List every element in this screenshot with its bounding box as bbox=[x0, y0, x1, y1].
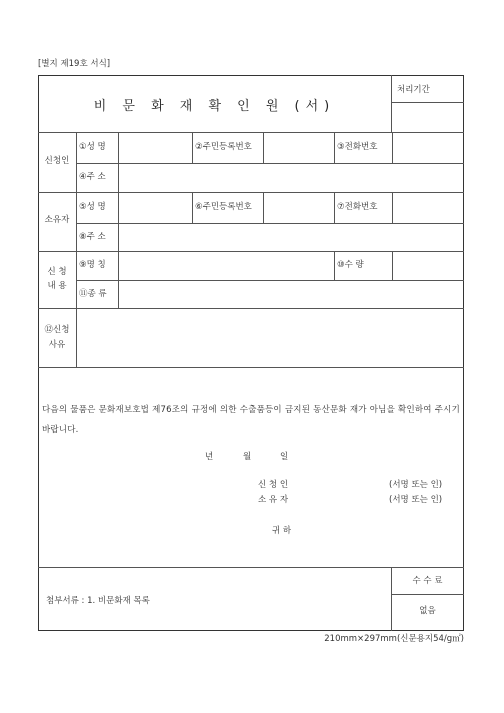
column-line bbox=[392, 192, 393, 223]
column-line bbox=[263, 132, 264, 163]
applicant-name-label: ①성 명 bbox=[79, 142, 106, 152]
form-frame bbox=[38, 75, 464, 631]
fee-value: 없음 bbox=[419, 606, 436, 616]
recipient-label: 귀 하 bbox=[272, 526, 292, 536]
page-title: 비 문 화 재 확 인 원 (서) bbox=[93, 99, 336, 114]
reason-label-line1: ⑫신청 bbox=[44, 325, 70, 335]
column-line bbox=[392, 251, 393, 280]
owner-resident-no-label: ⑥주민등록번호 bbox=[195, 202, 252, 212]
row-line bbox=[38, 308, 464, 309]
owner-address-label: ⑧주 소 bbox=[79, 232, 106, 242]
item-name-label: ⑨명 칭 bbox=[79, 260, 106, 270]
label-column-line bbox=[118, 132, 119, 308]
row-line bbox=[76, 280, 464, 281]
row-line bbox=[38, 192, 464, 193]
date-year-label: 년 bbox=[205, 452, 214, 462]
reason-label-line2: 사유 bbox=[48, 340, 66, 350]
period-divider bbox=[391, 102, 464, 103]
column-line bbox=[334, 132, 335, 163]
quantity-label: ⑩수 량 bbox=[337, 260, 364, 270]
applicant-section-label: 신청인 bbox=[44, 156, 70, 166]
signer-applicant-label: 신 청 인 bbox=[258, 480, 289, 490]
signer-owner-label: 소 유 자 bbox=[258, 495, 289, 505]
row-line bbox=[38, 132, 464, 133]
owner-name-label: ⑤성 명 bbox=[79, 202, 106, 212]
signer-applicant-sign[interactable]: (서명 또는 인) bbox=[389, 480, 443, 490]
column-line bbox=[334, 251, 335, 280]
attachments-label: 첨부서류 : 1. 비문화재 목록 bbox=[46, 596, 150, 606]
processing-period-label: 처리기간 bbox=[397, 85, 430, 95]
date-month-label: 월 bbox=[243, 452, 252, 462]
row-line bbox=[38, 367, 464, 368]
date-day-label: 일 bbox=[280, 452, 289, 462]
signer-owner-sign[interactable]: (서명 또는 인) bbox=[389, 495, 443, 505]
title-divider bbox=[391, 75, 392, 132]
row-line bbox=[76, 223, 464, 224]
section-column-line bbox=[76, 132, 77, 367]
row-line bbox=[76, 163, 464, 164]
column-line bbox=[392, 132, 393, 163]
applicant-phone-label: ③전화번호 bbox=[337, 142, 378, 152]
owner-section-label: 소유자 bbox=[44, 215, 70, 225]
paper-spec-note: 210mm×297mm(신문용지54/g㎡) bbox=[324, 634, 464, 644]
row-line bbox=[38, 251, 464, 252]
column-line bbox=[192, 132, 193, 163]
fee-divider bbox=[391, 594, 464, 595]
owner-phone-label: ⑦전화번호 bbox=[337, 202, 378, 212]
applicant-address-label: ④주 소 bbox=[79, 172, 106, 182]
request-section-label-line2: 내 용 bbox=[47, 281, 67, 291]
form-number-note: [별지 제19호 서식] bbox=[38, 59, 111, 69]
kind-label: ⑪종 류 bbox=[79, 289, 107, 299]
request-section-label-line1: 신 청 bbox=[47, 267, 67, 277]
row-line bbox=[38, 567, 464, 568]
column-line bbox=[263, 192, 264, 223]
column-line bbox=[192, 192, 193, 223]
column-line bbox=[334, 192, 335, 223]
fee-label: 수 수 료 bbox=[412, 576, 443, 586]
confirmation-statement: 다음의 물품은 문화재보호법 제76조의 규정에 의한 수출품등이 금지된 동산문화 재가 아님을 확인하여 주시기 바랍니다. bbox=[42, 405, 460, 435]
applicant-resident-no-label: ②주민등록번호 bbox=[195, 142, 252, 152]
